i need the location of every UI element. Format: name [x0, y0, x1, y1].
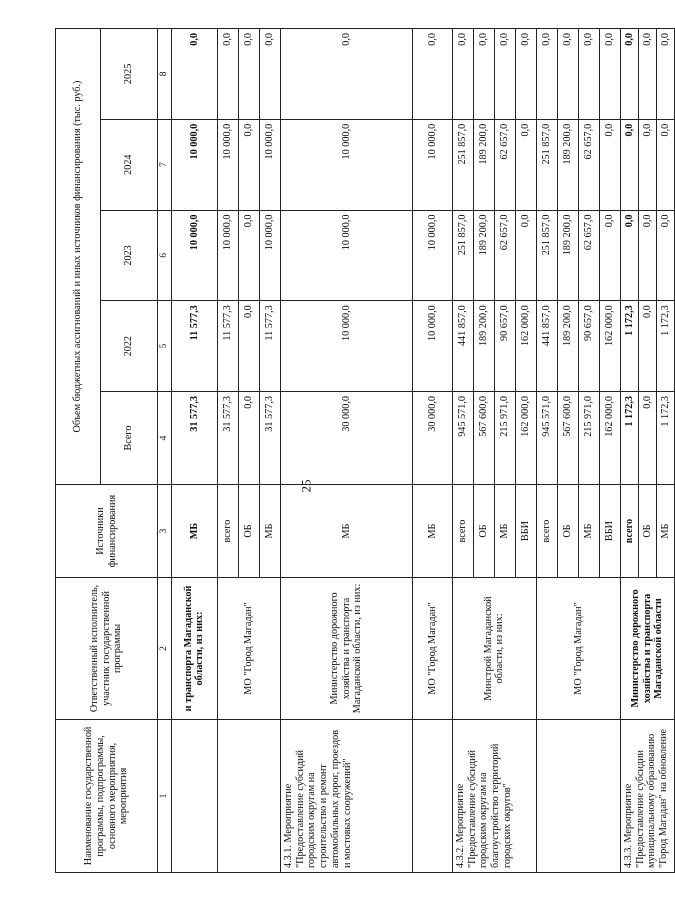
value-cell: 162 000,0: [599, 301, 620, 392]
executor-cell: МО "Город Магадан": [412, 578, 452, 720]
source-cell: ОБ: [557, 485, 578, 578]
executor-cell: МО "Город Магадан": [536, 578, 620, 720]
index-cell: 8: [158, 29, 172, 120]
value-cell: 189 200,0: [557, 119, 578, 210]
value-cell: 31 577,3: [217, 392, 238, 485]
value-cell: 10 000,0: [280, 301, 412, 392]
rotated-sheet: [55, 28, 671, 873]
value-cell: 0,0: [638, 29, 656, 120]
value-cell: 10 000,0: [280, 119, 412, 210]
value-cell: 441 857,0: [536, 301, 557, 392]
header-2025: 2025: [101, 29, 158, 120]
value-cell: 162 000,0: [515, 301, 536, 392]
measure-name-cell: 4.3.1. Мероприятие "Предоставление субсидий городским округам на строительство и ремонт автомобильных дорог, проездов и мостовых сооружений": [280, 719, 412, 872]
source-cell: МБ: [280, 485, 412, 578]
executor-cell: Министерство дорожного хозяйства и транспорта Магаданской области, из них:: [280, 578, 412, 720]
source-cell: ВБИ: [515, 485, 536, 578]
value-cell: 0,0: [557, 29, 578, 120]
source-cell: ОБ: [638, 485, 656, 578]
value-cell: 0,0: [578, 29, 599, 120]
value-cell: 251 857,0: [536, 119, 557, 210]
index-cell: 4: [158, 392, 172, 485]
header-total: Всего: [101, 392, 158, 485]
source-cell: МБ: [412, 485, 452, 578]
value-cell: 189 200,0: [557, 210, 578, 301]
value-cell: 10 000,0: [217, 210, 238, 301]
value-cell: 10 000,0: [171, 210, 217, 301]
value-cell: 189 200,0: [473, 210, 494, 301]
index-cell: 7: [158, 119, 172, 210]
value-cell: 251 857,0: [452, 210, 473, 301]
measure-name-cell: [412, 719, 452, 872]
value-cell: 10 000,0: [280, 210, 412, 301]
header-budget-group: Объем бюджетных ассигнований и иных источников финансирования (тыс. руб.): [56, 29, 101, 485]
table-body: [171, 29, 674, 873]
value-cell: 0,0: [599, 29, 620, 120]
value-cell: 0,0: [620, 29, 638, 120]
header-source: Источники финансирования: [56, 485, 158, 578]
value-cell: 0,0: [656, 29, 674, 120]
value-cell: 31 577,3: [259, 392, 280, 485]
value-cell: 31 577,3: [171, 392, 217, 485]
measure-name-cell: [536, 719, 620, 872]
table-row: [620, 29, 638, 873]
value-cell: 62 657,0: [494, 210, 515, 301]
source-cell: ОБ: [238, 485, 259, 578]
value-cell: 10 000,0: [412, 119, 452, 210]
measure-name-cell: 4.3.2. Мероприятие "Предоставление субсидий городским округам на благоустройство территорий городских округов": [452, 719, 536, 872]
header-program-name: Наименование государственной программы, подпрограммы, основного мероприятия, мероприятия: [56, 719, 158, 872]
value-cell: 215 971,0: [494, 392, 515, 485]
value-cell: 0,0: [638, 392, 656, 485]
source-cell: ВБИ: [599, 485, 620, 578]
value-cell: 90 657,0: [578, 301, 599, 392]
index-cell: 3: [158, 485, 172, 578]
executor-cell: Министерство дорожного хозяйства и транспорта Магаданской области: [620, 578, 674, 720]
value-cell: 0,0: [238, 119, 259, 210]
value-cell: 0,0: [515, 29, 536, 120]
value-cell: 0,0: [620, 210, 638, 301]
source-cell: всего: [536, 485, 557, 578]
value-cell: 62 657,0: [494, 119, 515, 210]
value-cell: 1 172,3: [620, 301, 638, 392]
value-cell: 10 000,0: [412, 210, 452, 301]
financing-table: [55, 28, 675, 873]
value-cell: 10 000,0: [217, 119, 238, 210]
source-cell: ОБ: [473, 485, 494, 578]
value-cell: 0,0: [494, 29, 515, 120]
value-cell: 567 600,0: [557, 392, 578, 485]
value-cell: 62 657,0: [578, 119, 599, 210]
value-cell: 189 200,0: [557, 301, 578, 392]
header-executor: Ответственный исполнитель, участник государственной программы: [56, 578, 158, 720]
index-cell: 1: [158, 719, 172, 872]
value-cell: 189 200,0: [473, 301, 494, 392]
header-2024: 2024: [101, 119, 158, 210]
table-row: [536, 29, 557, 873]
value-cell: 0,0: [171, 29, 217, 120]
source-cell: всего: [452, 485, 473, 578]
value-cell: 0,0: [238, 392, 259, 485]
value-cell: 0,0: [238, 29, 259, 120]
value-cell: 0,0: [638, 210, 656, 301]
executor-cell: МО "Город Магадан": [217, 578, 280, 720]
source-cell: МБ: [578, 485, 599, 578]
executor-cell: Минстрой Магаданской области, из них:: [452, 578, 536, 720]
value-cell: 62 657,0: [578, 210, 599, 301]
table-row: [217, 29, 238, 873]
value-cell: 10 000,0: [259, 210, 280, 301]
value-cell: 0,0: [238, 301, 259, 392]
value-cell: 189 200,0: [473, 119, 494, 210]
value-cell: 0,0: [515, 210, 536, 301]
source-cell: всего: [620, 485, 638, 578]
source-cell: МБ: [259, 485, 280, 578]
value-cell: 0,0: [656, 210, 674, 301]
page-number: 25: [298, 479, 314, 493]
measure-name-cell: [171, 719, 217, 872]
value-cell: 0,0: [515, 119, 536, 210]
value-cell: 10 000,0: [171, 119, 217, 210]
value-cell: 30 000,0: [280, 392, 412, 485]
value-cell: 162 000,0: [515, 392, 536, 485]
value-cell: 0,0: [638, 301, 656, 392]
value-cell: 10 000,0: [259, 119, 280, 210]
table-row: [412, 29, 452, 873]
executor-cell: и транспорта Магаданской области, из них:: [171, 578, 217, 720]
value-cell: 1 172,3: [656, 301, 674, 392]
value-cell: 441 857,0: [452, 301, 473, 392]
header-2022: 2022: [101, 301, 158, 392]
value-cell: 0,0: [656, 119, 674, 210]
value-cell: 0,0: [280, 29, 412, 120]
value-cell: 215 971,0: [578, 392, 599, 485]
measure-name-cell: [217, 719, 280, 872]
source-cell: МБ: [656, 485, 674, 578]
value-cell: 30 000,0: [412, 392, 452, 485]
measure-name-cell: 4.3.3. Мероприятие "Предоставление субсидии муниципальному образованию "Город Магадан" на обновление: [620, 719, 674, 872]
value-cell: 11 577,3: [259, 301, 280, 392]
value-cell: 90 657,0: [494, 301, 515, 392]
index-row: [158, 29, 172, 873]
value-cell: 0,0: [473, 29, 494, 120]
index-cell: 6: [158, 210, 172, 301]
value-cell: 1 172,3: [620, 392, 638, 485]
value-cell: 0,0: [259, 29, 280, 120]
index-cell: 2: [158, 578, 172, 720]
value-cell: 0,0: [599, 119, 620, 210]
value-cell: 162 000,0: [599, 392, 620, 485]
value-cell: 0,0: [452, 29, 473, 120]
value-cell: 945 571,0: [536, 392, 557, 485]
value-cell: 251 857,0: [452, 119, 473, 210]
table-row: [452, 29, 473, 873]
value-cell: 1 172,3: [656, 392, 674, 485]
source-cell: МБ: [494, 485, 515, 578]
value-cell: 945 571,0: [452, 392, 473, 485]
value-cell: 0,0: [620, 119, 638, 210]
source-cell: всего: [217, 485, 238, 578]
value-cell: 0,0: [638, 119, 656, 210]
source-cell: МБ: [171, 485, 217, 578]
value-cell: 10 000,0: [412, 301, 452, 392]
table-row: [280, 29, 412, 873]
value-cell: 251 857,0: [536, 210, 557, 301]
table-row: [171, 29, 217, 873]
index-cell: 5: [158, 301, 172, 392]
value-cell: 0,0: [238, 210, 259, 301]
value-cell: 0,0: [412, 29, 452, 120]
value-cell: 0,0: [599, 210, 620, 301]
value-cell: 567 600,0: [473, 392, 494, 485]
value-cell: 11 577,3: [217, 301, 238, 392]
header-2023: 2023: [101, 210, 158, 301]
value-cell: 0,0: [536, 29, 557, 120]
table-container: [55, 28, 671, 873]
value-cell: 11 577,3: [171, 301, 217, 392]
value-cell: 0,0: [217, 29, 238, 120]
